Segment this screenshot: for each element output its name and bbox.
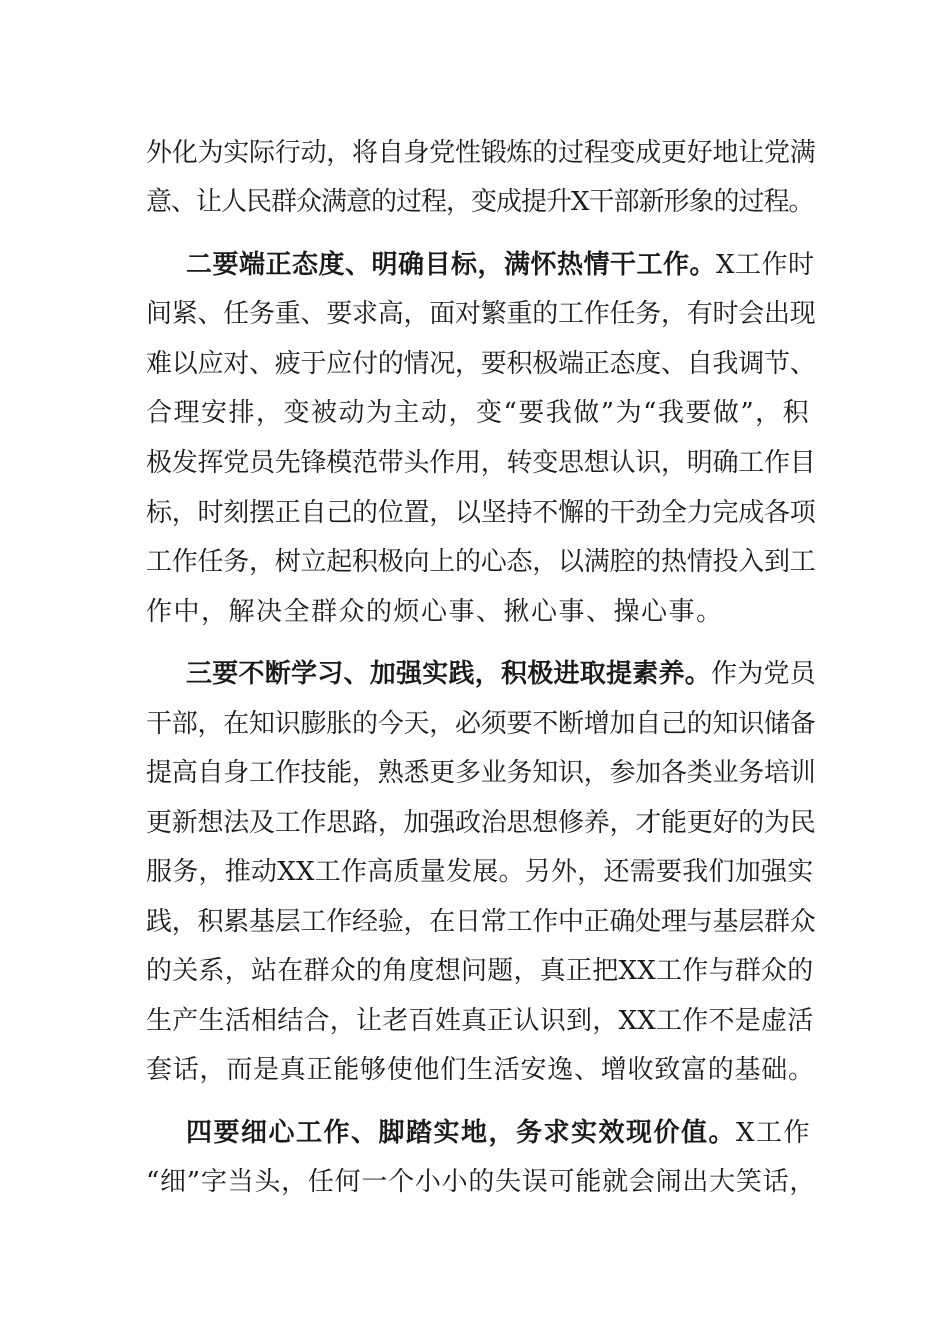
paragraph-3-heading: 三要不断学习、加强实践，积极进取提素养。 (186, 659, 712, 689)
paragraph-3-line-6: 践，积累基层工作经验，在日常工作中正确处理与基层群众 (146, 907, 816, 937)
paragraph-3-line-5: 服务，推动XX工作高质量发展。另外，还需要我们加强实 (146, 857, 814, 887)
paragraph-3-line-7: 的关系，站在群众的角度想问题，真正把XX工作与群众的 (146, 956, 814, 986)
paragraph-2-line-2: 间紧、任务重、要求高，面对繁重的工作任务，有时会出现 (146, 299, 816, 329)
paragraph-2-line-7: 工作任务，树立起积极向上的心态，以满腔的热情投入到工 (146, 547, 816, 577)
paragraph-4-heading: 四要细心工作、脚踏实地，务求实效现价值。 (186, 1118, 737, 1148)
paragraph-3-line-4: 更新想法及工作思路，加强政治思想修养，才能更好的为民 (146, 808, 816, 838)
paragraph-1-line-1: 外化为实际行动，将自身党性锻炼的过程变成更好地让党满 (146, 138, 816, 168)
paragraph-4-line-1 (186, 1113, 816, 1153)
paragraph-3-line-9: 套话，而是真正能够使他们生活安逸、增收致富的基础。 (146, 1055, 815, 1085)
paragraph-4-line-2: “细”字当头，任何一个小小的失误可能就会闹出大笑话， (146, 1167, 817, 1197)
paragraph-2-line-6: 标，时刻摆正自己的位置，以坚持不懈的干劲全力完成各项 (146, 498, 816, 528)
paragraph-2-line-4: 合理安排，变被动为主动，变“要我做”为“我要做”，积 (146, 398, 811, 428)
paragraph-2-line-1-text: X工作时 (716, 250, 815, 280)
paragraph-3-line-1-text: 作为党员 (711, 659, 817, 689)
paragraph-2-line-1 (186, 245, 816, 285)
paragraph-2-line-8: 作中，解决全群众的烦心事、揪心事、操心事。 (146, 597, 724, 627)
paragraph-4-line-1-text: X工作 (736, 1118, 812, 1148)
paragraph-3-line-1 (186, 654, 816, 694)
paragraph-3-line-2: 干部，在知识膨胀的今天，必须要不断增加自己的知识储备 (146, 709, 816, 739)
paragraph-3-line-3: 提高自身工作技能，熟悉更多业务知识，参加各类业务培训 (146, 758, 816, 788)
paragraph-3-line-8: 生产生活相结合，让老百姓真正认识到，XX工作不是虚活 (146, 1006, 814, 1036)
paragraph-2-line-3: 难以应对、疲于应付的情况，要积极端正态度、自我调节、 (146, 349, 816, 379)
paragraph-2-heading: 二要端正态度、明确目标，满怀热情干工作。 (186, 250, 717, 280)
paragraph-2-line-5: 极发挥党员先锋模范带头作用，转变思想认识，明确工作目 (146, 448, 816, 478)
paragraph-1-line-2: 意、让人民群众满意的过程，变成提升X干部新形象的过程。 (146, 187, 814, 217)
